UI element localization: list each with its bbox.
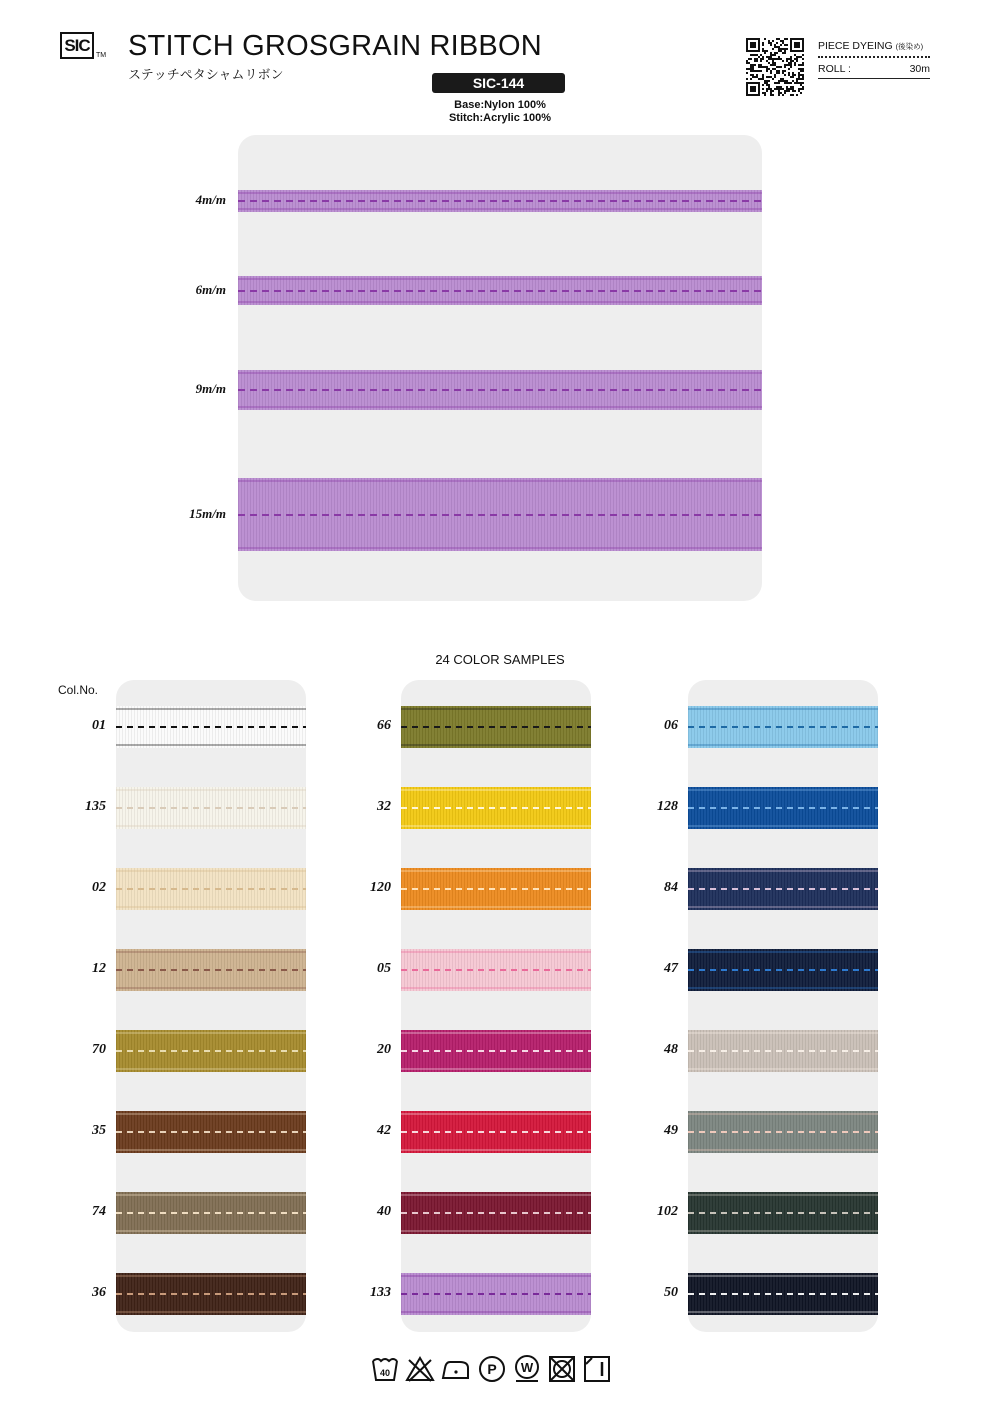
color-ribbon-74 xyxy=(116,1192,306,1234)
color-ribbon-20 xyxy=(401,1030,591,1072)
color-ribbon-12 xyxy=(116,949,306,991)
composition-stitch: Stitch:Acrylic 100% xyxy=(448,112,552,124)
color-ribbon-05 xyxy=(401,949,591,991)
color-number-label: 47 xyxy=(664,961,678,976)
color-ribbon-50 xyxy=(688,1273,878,1315)
dyeing-label: PIECE DYEING xyxy=(818,40,893,52)
color-ribbon-120 xyxy=(401,868,591,910)
color-ribbon-32 xyxy=(401,787,591,829)
width-ribbon-15mm xyxy=(238,478,762,551)
color-ribbon-01 xyxy=(116,706,306,748)
color-number-label: 50 xyxy=(664,1285,678,1300)
brand-trademark: TM xyxy=(96,52,107,59)
color-ribbon-102 xyxy=(688,1192,878,1234)
color-ribbon-36 xyxy=(116,1273,306,1315)
color-ribbon-128 xyxy=(688,787,878,829)
color-number-label: 128 xyxy=(657,799,678,814)
qr-code-icon[interactable] xyxy=(746,38,804,96)
info-box xyxy=(818,40,930,79)
dyeing-row xyxy=(818,40,930,58)
color-number-label: 32 xyxy=(377,799,391,814)
color-ribbon-70 xyxy=(116,1030,306,1072)
color-samples-title: 24 COLOR SAMPLES xyxy=(435,652,565,667)
color-number-label: 49 xyxy=(664,1123,678,1138)
no-tumble-dry-icon xyxy=(547,1354,577,1384)
color-column-card-2 xyxy=(401,680,591,1332)
color-number-label: 02 xyxy=(92,880,106,895)
color-number-label: 135 xyxy=(85,799,106,814)
width-label: 4m/m xyxy=(195,192,226,207)
color-ribbon-42 xyxy=(401,1111,591,1153)
color-number-label: 48 xyxy=(664,1042,678,1057)
color-ribbon-47 xyxy=(688,949,878,991)
iron-low-icon xyxy=(440,1354,472,1384)
line-dry-icon xyxy=(582,1354,612,1384)
color-number-label: 120 xyxy=(370,880,391,895)
color-ribbon-133 xyxy=(401,1273,591,1315)
width-label: 9m/m xyxy=(195,381,226,396)
color-column-card-1 xyxy=(116,680,306,1332)
color-ribbon-06 xyxy=(688,706,878,748)
dry-clean-p-icon xyxy=(477,1354,507,1384)
color-number-label: 84 xyxy=(664,880,678,895)
composition-base: Base:Nylon 100% xyxy=(454,99,546,111)
color-ribbon-135 xyxy=(116,787,306,829)
wash-40-icon xyxy=(370,1354,400,1384)
dry-clean-letter: P xyxy=(487,1361,497,1377)
product-code-badge: SIC-144 xyxy=(432,73,565,93)
color-ribbon-40 xyxy=(401,1192,591,1234)
color-number-label: 40 xyxy=(377,1204,391,1219)
color-ribbon-49 xyxy=(688,1111,878,1153)
care-symbols xyxy=(370,1354,612,1384)
color-ribbon-66 xyxy=(401,706,591,748)
color-number-label: 05 xyxy=(377,961,391,976)
color-ribbon-02 xyxy=(116,868,306,910)
width-ribbon-6mm xyxy=(238,276,762,305)
roll-row xyxy=(818,58,930,79)
color-number-label: 42 xyxy=(377,1123,391,1138)
color-ribbon-84 xyxy=(688,868,878,910)
wet-clean-w-icon xyxy=(512,1354,542,1384)
color-ribbon-35 xyxy=(116,1111,306,1153)
dyeing-jp-label: (後染め) xyxy=(895,42,924,51)
color-number-label: 20 xyxy=(377,1042,391,1057)
width-ribbon-9mm xyxy=(238,370,762,410)
page-title: STITCH GROSGRAIN RIBBON xyxy=(128,30,542,62)
brand-logo: SIC xyxy=(60,32,94,59)
color-number-label: 133 xyxy=(370,1285,391,1300)
page-subtitle: ステッチペタシャムリボン xyxy=(128,67,284,82)
color-number-label: 74 xyxy=(92,1204,106,1219)
wash-temp-text: 40 xyxy=(379,1368,391,1378)
color-number-label: 66 xyxy=(377,718,391,733)
color-ribbon-48 xyxy=(688,1030,878,1072)
color-column-card-3 xyxy=(688,680,878,1332)
no-bleach-icon xyxy=(405,1354,435,1384)
width-label: 6m/m xyxy=(195,281,226,297)
color-number-label: 01 xyxy=(92,718,106,733)
width-ribbon-4mm xyxy=(238,190,762,212)
width-label: 15m/m xyxy=(189,505,226,521)
color-number-label: 12 xyxy=(92,961,106,976)
color-number-label: 70 xyxy=(92,1042,106,1057)
color-number-label: 36 xyxy=(92,1285,106,1300)
roll-label: ROLL : xyxy=(818,63,851,75)
wet-clean-letter: W xyxy=(520,1360,534,1375)
color-number-label: 06 xyxy=(664,718,678,733)
col-no-label: Col.No. xyxy=(58,683,99,697)
roll-value: 30m xyxy=(909,63,930,75)
color-number-label: 102 xyxy=(657,1204,678,1219)
color-number-label: 35 xyxy=(92,1123,106,1138)
